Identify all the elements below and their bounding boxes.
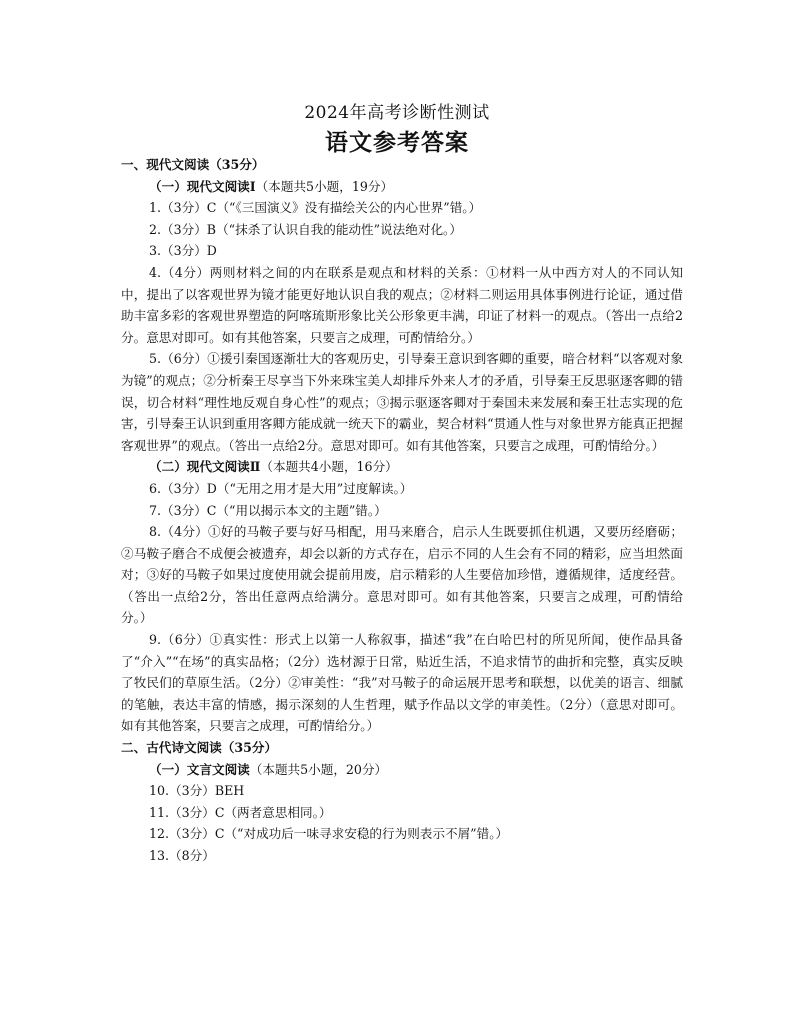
answer-q8: 8.（4分）①好的马鞍子要与好马相配，用马来磨合，启示人生既要抓住机遇，又要历经磨砺；②马鞍子磨合不成便会被遗弃，却会以新的方式存在，启示不同的人生会有不同的精彩，应当坦然面对；③好的马鞍子如果过度使用就会提前用废，启示精彩的人生要倍加珍惜，遵循规律，适度经营。（答出一点给2分，答出任意两点给满分。意思对即可。如有其他答案，只要言之成理，可酌情给分。） bbox=[121, 524, 683, 626]
subsection-modern-reading-1 bbox=[121, 176, 683, 198]
answer-q11: 11.（3分）C（两者意思相同。） bbox=[149, 804, 332, 820]
exam-title: 2024年高考诊断性测试 bbox=[304, 103, 490, 123]
section-heading-modern-reading: 一、现代文阅读（35分） bbox=[121, 157, 265, 172]
answer-q6: 6.（3分）D（“无用之用才是大用”过度解读。） bbox=[149, 480, 413, 496]
answer-q5: 5.（6分）①援引秦国逐渐壮大的客观历史，引导秦王意识到客卿的重要，暗合材料“以客观对象为镜”的观点；②分析秦王尽享当下外来珠宝美人却排斥外来人才的矛盾，引导秦王反思驱逐客卿的错误，切合材料“理性地反观自身心性”的观点；③揭示驱逐客卿对于秦国未来发展和秦王壮志实现的危害，引导秦王认识到重用客卿方能成就一统天下的霸业，契合材料“贯通人性与对象世界方能真正把握客观世界”的观点。（答出一点给2分。意思对即可。如有其他答案，只要言之成理，可酌情给分。） bbox=[121, 351, 683, 453]
subsection-note: （本题共5小题，20分） bbox=[249, 761, 388, 777]
subsection-name: （一）现代文阅读Ⅰ bbox=[149, 178, 256, 194]
answer-q1: 1.（3分）C（“《三国演义》没有描绘关公的内心世界”错。） bbox=[149, 200, 482, 216]
answer-q12: 12.（3分）C（“对成功后一味寻求安稳的行为则表示不屑”错。） bbox=[149, 826, 509, 842]
answer-body bbox=[121, 154, 683, 867]
subsection-note: （本题共5小题，19分） bbox=[255, 178, 394, 194]
answer-q9: 9.（6分）①真实性：形式上以第一人称叙事，描述“我”在白哈巴村的所见所闻，使作品具备了“介入”“在场”的真实品格；（2分）选材源于日常，贴近生活，不追求情节的曲折和完整，真实反映了牧民们的草原生活。（2分）②审美性：“我”对马鞍子的命运展开思考和联想，以优美的语言、细腻的笔触，表达丰富的情感，揭示深刻的人生哲理，赋予作品以文学的审美性。（2分）（意思对即可。如有其他答案，只要言之成理，可酌情给分。） bbox=[121, 632, 683, 734]
answer-q2: 2.（3分）B（“抹杀了认识自我的能动性”说法绝对化。） bbox=[149, 221, 462, 237]
subsection-modern-reading-2 bbox=[121, 456, 683, 478]
answer-q10: 10.（3分）BEH bbox=[149, 783, 245, 799]
answer-q3: 3.（3分）D bbox=[149, 243, 217, 259]
answer-q7: 7.（3分）C（“用以揭示本文的主题”错。） bbox=[149, 502, 387, 518]
subsection-name: （一）文言文阅读 bbox=[149, 761, 250, 777]
answer-q4: 4.（4分）两则材料之间的内在联系是观点和材料的关系：①材料一从中西方对人的不同认知中，提出了以客观世界为镜才能更好地认识自我的观点；②材料二则运用具体事例进行论证，通过借助丰富多彩的客观世界塑造的阿喀琉斯形象比关公形象更丰满，印证了材料一的观点。（答出一点给2分。意思对即可。如有其他答案，只要言之成理，可酌情给分。） bbox=[121, 264, 683, 345]
subsection-classical-prose bbox=[121, 759, 683, 781]
document-title: 语文参考答案 bbox=[325, 129, 469, 156]
section-heading-classical-reading: 二、古代诗文阅读（35分） bbox=[121, 740, 278, 756]
subsection-note: （本题共4小题，16分） bbox=[260, 459, 398, 475]
answer-q13: 13.（8分） bbox=[149, 848, 215, 863]
subsection-name: （二）现代文阅读Ⅱ bbox=[149, 459, 261, 475]
